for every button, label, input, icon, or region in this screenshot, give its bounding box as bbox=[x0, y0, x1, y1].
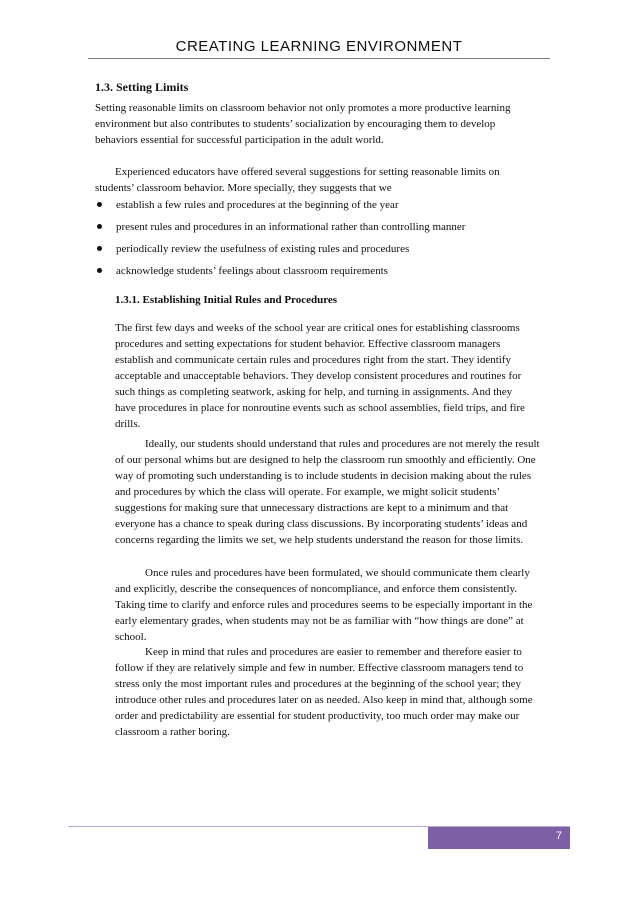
header-divider bbox=[88, 58, 550, 59]
bullet-icon bbox=[97, 268, 102, 273]
bullet-icon bbox=[97, 224, 102, 229]
list-item-text: present rules and procedures in an informational rather than controlling manner bbox=[116, 221, 466, 233]
bullet-icon bbox=[97, 246, 102, 251]
subsection-paragraph-3: Once rules and procedures have been formulated, we should communicate them clearly and explicitly, describe the consequences of noncompliance, and enforce them consistently. Taking time to clarify and enforce rules and procedures seems to be especially important in the early elementary grades, when students may not be as familiar with “how things are done” at school. bbox=[115, 567, 533, 643]
section-intro-paragraph: Setting reasonable limits on classroom behavior not only promotes a more productive learning environment but also contributes to students’ socialization by encouraging them to develop behaviors essential for successful participation in the adult world. bbox=[95, 102, 511, 146]
list-item bbox=[95, 263, 535, 285]
running-header: CREATING LEARNING ENVIRONMENT bbox=[175, 38, 463, 55]
section-title: 1.3. Setting Limits bbox=[95, 80, 189, 94]
list-item-text: establish a few rules and procedures at the beginning of the year bbox=[116, 199, 399, 211]
page-number-box bbox=[428, 827, 570, 849]
list-item-text: acknowledge students’ feelings about classroom requirements bbox=[116, 265, 388, 277]
list-item bbox=[95, 219, 535, 241]
suggestions-intro-paragraph: Experienced educators have offered several suggestions for setting reasonable limits on students’ classroom behavior. More specially, they suggests that we bbox=[95, 166, 500, 194]
subsection-paragraph-4: Keep in mind that rules and procedures are easier to remember and therefore easier to follow if they are relatively simple and few in number. Effective classroom managers tend to stress only the most important rules and procedures at the beginning of the school year; they introduce other rules and procedures later on as needed. Also keep in mind that, although some order and predictability are essential for student productivity, too much order may make our classroom a rather boring. bbox=[115, 646, 533, 738]
list-item bbox=[95, 241, 535, 263]
bullet-icon bbox=[97, 202, 102, 207]
subsection-paragraph-2: Ideally, our students should understand that rules and procedures are not merely the result of our personal whims but are designed to help the classroom run smoothly and efficiently. One way of promoting such understanding is to include students in decision making about the rules and procedures by which the class will operate. For example, we might solicit students’ suggestions for making sure that unnecessary distractions are kept to a minimum and that everyone has a chance to speak during class discussions. By incorporating students’ ideas and concerns regarding the limits we set, we help students understand the reason for those limits. bbox=[115, 438, 540, 546]
list-item bbox=[95, 197, 535, 219]
subsection-title: 1.3.1. Establishing Initial Rules and Procedures bbox=[115, 294, 338, 306]
suggestions-list bbox=[95, 197, 535, 285]
list-item-text: periodically review the usefulness of existing rules and procedures bbox=[116, 243, 410, 255]
subsection-paragraph-1: The first few days and weeks of the school year are critical ones for establishing classrooms procedures and setting expectations for student behavior. Effective classroom managers establish and communicate certain rules and procedures right from the start. They identify acceptable and unacceptable behaviors. They develop consistent procedures and routines for such things as completing seatwork, asking for help, and turning in assignments. And they have procedures in place for nonroutine events such as school assemblies, field trips, and fire drills. bbox=[115, 322, 525, 430]
page-number: 7 bbox=[555, 830, 562, 842]
